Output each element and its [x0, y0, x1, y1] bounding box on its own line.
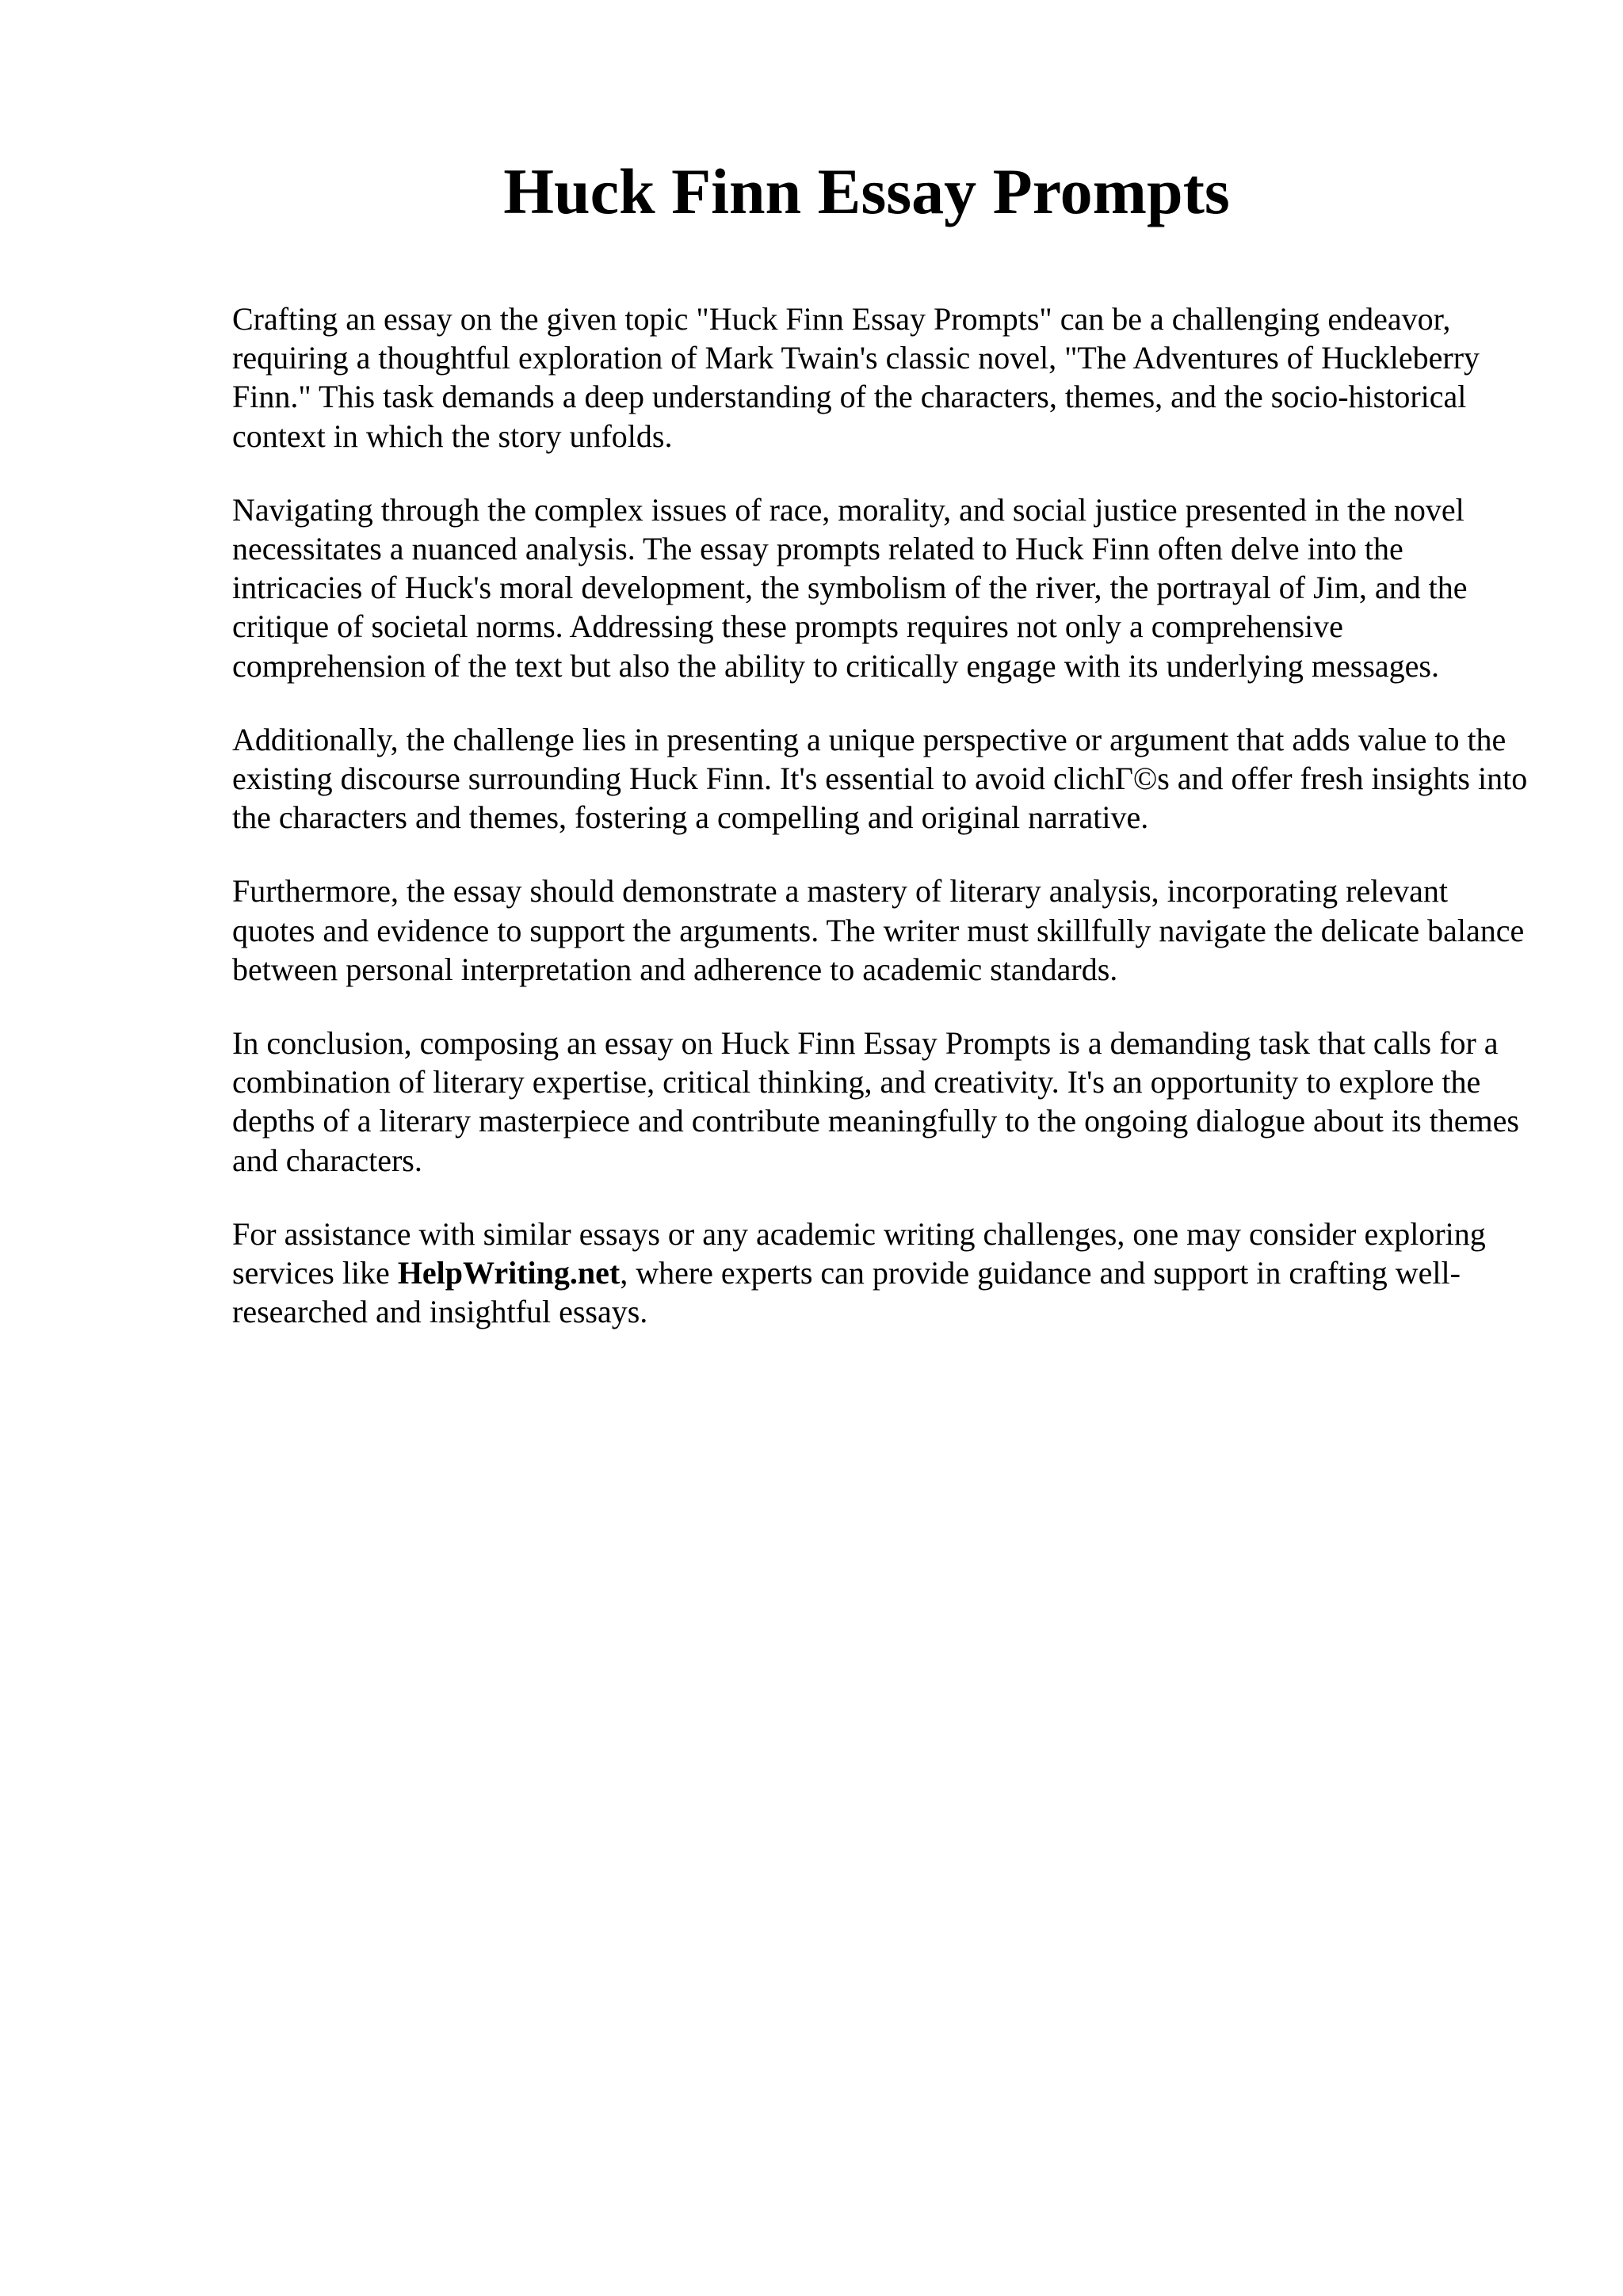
- paragraph-5: In conclusion, composing an essay on Huck Finn Essay Prompts is a demanding task that calls for a combination of literary expertise, critical thinking, and creativity. It's an opportunity to explore the depths of a literary masterpiece and contribute meaningfully to the ongoing dialogue about its themes and characters.: [232, 1025, 1519, 1178]
- paragraph-4: Furthermore, the essay should demonstrate a mastery of literary analysis, incorporating relevant quotes and evidence to support the arguments. The writer must skillfully navigate the delicate balance between personal interpretation and adherence to academic standards.: [232, 873, 1525, 987]
- closing-text-after: , where experts can provide guidance and support in crafting well-researched and insightful essays.: [232, 1255, 1461, 1330]
- closing-text-before: For assistance with similar essays or any academic writing challenges, one may consider exploring services like: [232, 1215, 1486, 1291]
- closing-paragraph: [232, 1215, 1532, 1332]
- helpwriting-link[interactable]: HelpWriting.net: [397, 1255, 621, 1291]
- paragraph-3: Additionally, the challenge lies in presenting a unique perspective or argument that adds value to the existing discourse surrounding Huck Finn. It's essential to avoid clichΓ©s and offer fresh insights into the characters and themes, fostering a compelling and original narrative.: [232, 721, 1528, 836]
- paragraph-1: Crafting an essay on the given topic "Huck Finn Essay Prompts" can be a challenging endeavor, requiring a thoughtful exploration of Mark Twain's classic novel, "The Adventures of Huckleberry Finn." This task demands a deep understanding of the characters, themes, and the socio-historical context in which the story unfolds.: [232, 301, 1480, 454]
- page-title: Huck Finn Essay Prompts: [503, 155, 1230, 227]
- paragraph-2: Navigating through the complex issues of race, morality, and social justice presented in the novel necessitates a nuanced analysis. The essay prompts related to Huck Finn often delve into the intricacies of Huck's moral development, the symbolism of the river, the portrayal of Jim, and the critique of societal norms. Addressing these prompts requires not only a comprehensive comprehension of the text but also the ability to critically engage with its underlying messages.: [232, 491, 1468, 684]
- essay-body: [232, 299, 1532, 1331]
